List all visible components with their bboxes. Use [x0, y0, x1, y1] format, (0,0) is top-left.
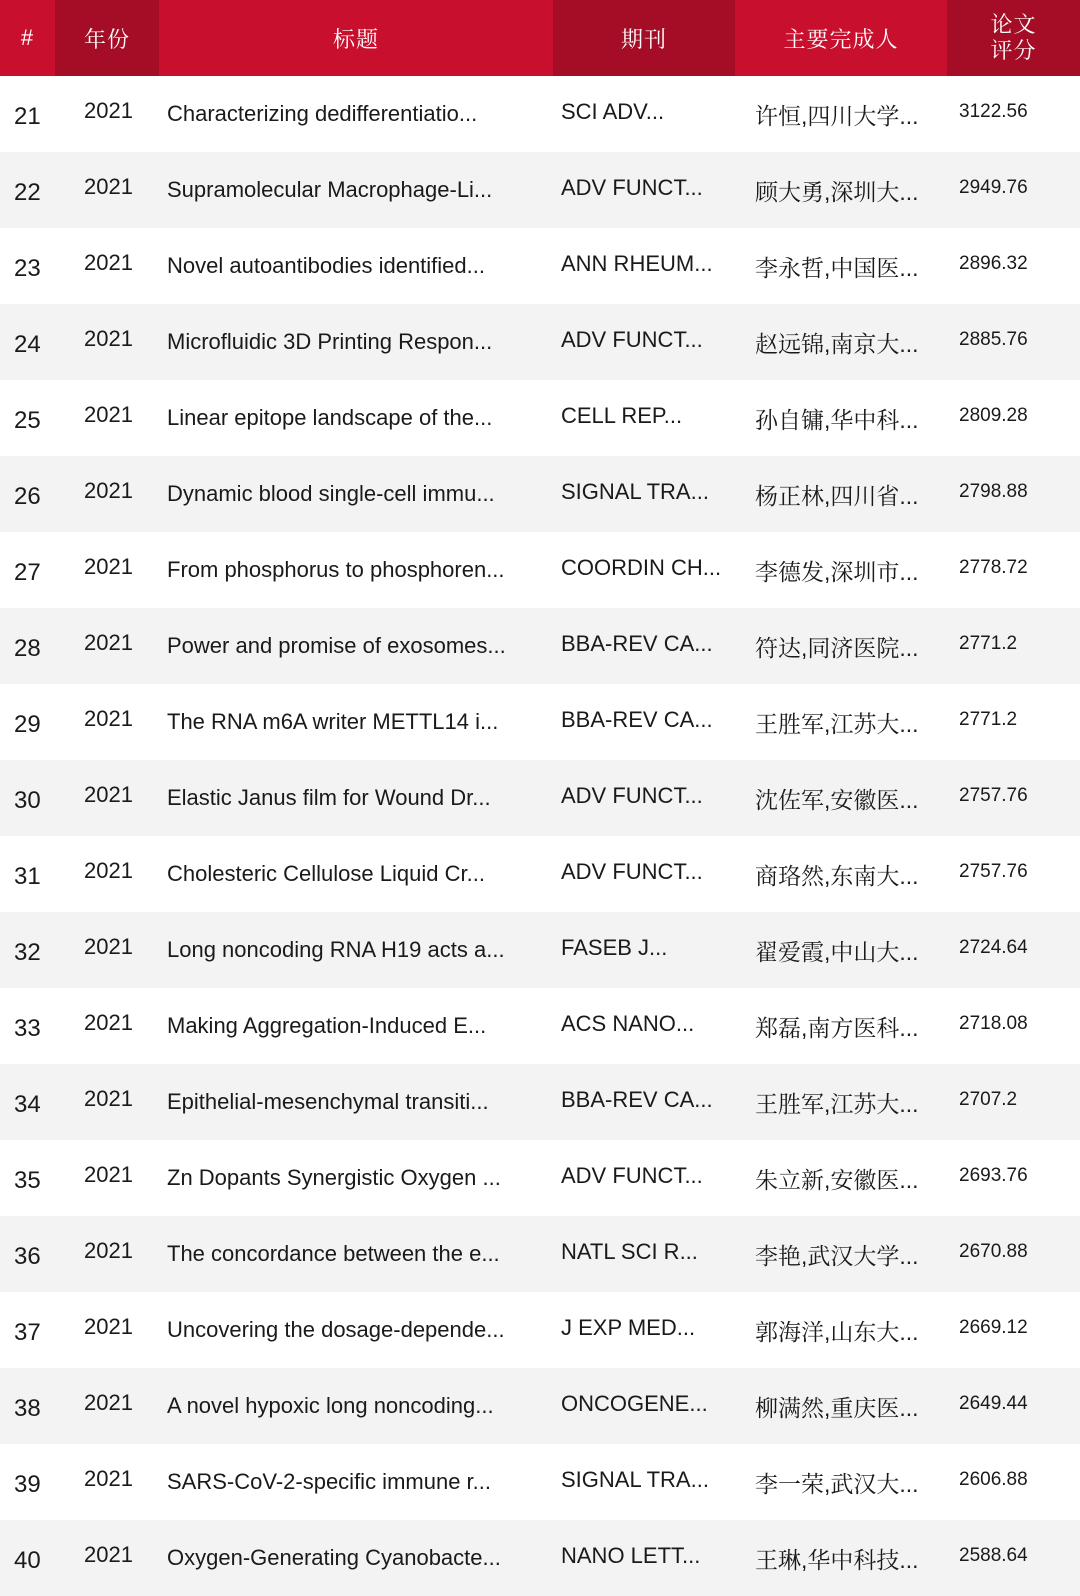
- row-score: 2771.2: [959, 633, 1018, 654]
- row-author: 李艳,武汉大学...: [755, 1242, 919, 1269]
- row-year: 2021: [84, 250, 133, 275]
- row-num: 27: [14, 559, 41, 586]
- row-score: 2809.28: [959, 405, 1028, 426]
- row-journal: ADV FUNCT...: [561, 1163, 703, 1188]
- row-year: 2021: [84, 1238, 133, 1263]
- row-author: 王胜军,江苏大...: [755, 1090, 919, 1117]
- table-row[interactable]: [0, 1064, 1080, 1140]
- row-score: 2718.08: [959, 1013, 1028, 1034]
- row-year: 2021: [84, 1162, 133, 1187]
- row-num: 33: [14, 1015, 41, 1042]
- row-journal: ONCOGENE...: [561, 1391, 708, 1416]
- row-num: 24: [14, 331, 41, 358]
- row-author: 孙自镛,华中科...: [755, 406, 919, 433]
- row-author: 朱立新,安徽医...: [755, 1166, 919, 1193]
- header-journal[interactable]: 期刊: [553, 0, 735, 76]
- row-title: Zn Dopants Synergistic Oxygen ...: [167, 1165, 501, 1190]
- row-journal: BBA-REV CA...: [561, 707, 713, 732]
- row-title: Uncovering the dosage-depende...: [167, 1317, 505, 1342]
- row-num: 28: [14, 635, 41, 662]
- row-year: 2021: [84, 706, 133, 731]
- row-num: 22: [14, 179, 41, 206]
- row-author: 翟爱霞,中山大...: [755, 938, 919, 965]
- table-row[interactable]: [0, 1444, 1080, 1520]
- row-num: 32: [14, 939, 41, 966]
- table-row[interactable]: [0, 988, 1080, 1064]
- row-year: 2021: [84, 326, 133, 351]
- row-year: 2021: [84, 782, 133, 807]
- table-row[interactable]: [0, 456, 1080, 532]
- row-num: 40: [14, 1547, 41, 1574]
- row-year: 2021: [84, 1390, 133, 1415]
- row-author: 杨正林,四川省...: [755, 482, 919, 509]
- row-year: 2021: [84, 1466, 133, 1491]
- row-year: 2021: [84, 1542, 133, 1567]
- row-journal: ADV FUNCT...: [561, 859, 703, 884]
- row-journal: ACS NANO...: [561, 1011, 695, 1036]
- row-journal: BBA-REV CA...: [561, 1087, 713, 1112]
- row-journal: SIGNAL TRA...: [561, 479, 709, 504]
- row-author: 王胜军,江苏大...: [755, 710, 919, 737]
- row-score: 2757.76: [959, 785, 1028, 806]
- row-score: 3122.56: [959, 101, 1028, 122]
- row-num: 35: [14, 1167, 41, 1194]
- row-title: Long noncoding RNA H19 acts a...: [167, 937, 505, 962]
- row-title: Cholesteric Cellulose Liquid Cr...: [167, 861, 485, 886]
- row-author: 柳满然,重庆医...: [755, 1394, 919, 1421]
- table-row[interactable]: [0, 1140, 1080, 1216]
- row-num: 37: [14, 1319, 41, 1346]
- row-journal: NATL SCI R...: [561, 1239, 698, 1264]
- row-author: 李德发,深圳市...: [755, 558, 919, 585]
- table-row[interactable]: [0, 76, 1080, 152]
- row-author: 赵远锦,南京大...: [755, 330, 919, 357]
- table-row[interactable]: [0, 1292, 1080, 1368]
- row-journal: ANN RHEUM...: [561, 251, 713, 276]
- header-score-line1: 论文: [990, 12, 1037, 37]
- row-num: 26: [14, 483, 41, 510]
- row-author: 商珞然,东南大...: [755, 862, 919, 889]
- row-title: Linear epitope landscape of the...: [167, 405, 493, 430]
- row-author: 郑磊,南方医科...: [755, 1014, 919, 1041]
- row-score: 2896.32: [959, 253, 1028, 274]
- row-score: 2606.88: [959, 1469, 1028, 1490]
- row-num: 25: [14, 407, 41, 434]
- row-journal: SIGNAL TRA...: [561, 1467, 709, 1492]
- row-score: 2670.88: [959, 1241, 1028, 1262]
- table-body: [0, 76, 1080, 1596]
- row-title: Elastic Janus film for Wound Dr...: [167, 785, 491, 810]
- row-score: 2693.76: [959, 1165, 1028, 1186]
- row-score: 2949.76: [959, 177, 1028, 198]
- row-author: 许恒,四川大学...: [755, 102, 919, 129]
- row-num: 29: [14, 711, 41, 738]
- row-score: 2885.76: [959, 329, 1028, 350]
- row-score: 2707.2: [959, 1089, 1018, 1110]
- table-row[interactable]: [0, 1520, 1080, 1596]
- header-score[interactable]: [947, 0, 1080, 76]
- row-num: 36: [14, 1243, 41, 1270]
- row-title: Characterizing dedifferentiatio...: [167, 101, 478, 126]
- row-score: 2778.72: [959, 557, 1028, 578]
- row-author: 沈佐军,安徽医...: [755, 786, 919, 813]
- row-journal: ADV FUNCT...: [561, 327, 703, 352]
- row-score: 2798.88: [959, 481, 1028, 502]
- row-title: From phosphorus to phosphoren...: [167, 557, 505, 582]
- row-score: 2724.64: [959, 937, 1028, 958]
- table-row[interactable]: [0, 1216, 1080, 1292]
- row-author: 符达,同济医院...: [755, 634, 919, 661]
- table-row[interactable]: [0, 228, 1080, 304]
- row-title: Novel autoantibodies identified...: [167, 253, 485, 278]
- row-title: Dynamic blood single-cell immu...: [167, 481, 495, 506]
- row-title: Power and promise of exosomes...: [167, 633, 506, 658]
- row-year: 2021: [84, 934, 133, 959]
- row-year: 2021: [84, 1086, 133, 1111]
- row-journal: SCI ADV...: [561, 99, 665, 124]
- row-num: 31: [14, 863, 41, 890]
- row-score: 2649.44: [959, 1393, 1028, 1414]
- table-row[interactable]: [0, 1368, 1080, 1444]
- header-title[interactable]: 标题: [332, 26, 379, 52]
- row-title: The RNA m6A writer METTL14 i...: [167, 709, 499, 734]
- header-num[interactable]: #: [20, 25, 35, 50]
- table-row[interactable]: [0, 608, 1080, 684]
- row-journal: CELL REP...: [561, 403, 683, 428]
- table-row[interactable]: [0, 836, 1080, 912]
- row-year: 2021: [84, 402, 133, 427]
- row-title: Microfluidic 3D Printing Respon...: [167, 329, 493, 354]
- row-author: 李永哲,中国医...: [755, 254, 919, 281]
- row-year: 2021: [84, 174, 133, 199]
- row-title: Supramolecular Macrophage-Li...: [167, 177, 493, 202]
- row-num: 39: [14, 1471, 41, 1498]
- table-row[interactable]: [0, 684, 1080, 760]
- row-score: 2669.12: [959, 1317, 1028, 1338]
- row-num: 30: [14, 787, 41, 814]
- row-year: 2021: [84, 554, 133, 579]
- row-num: 21: [14, 103, 41, 130]
- row-journal: ADV FUNCT...: [561, 783, 703, 808]
- header-score-line2: 评分: [990, 38, 1037, 63]
- row-title: Oxygen-Generating Cyanobacte...: [167, 1545, 501, 1570]
- row-year: 2021: [84, 630, 133, 655]
- row-title: SARS-CoV-2-specific immune r...: [167, 1469, 491, 1494]
- table-row[interactable]: [0, 912, 1080, 988]
- table-row[interactable]: [0, 532, 1080, 608]
- row-author: 顾大勇,深圳大...: [755, 178, 919, 205]
- table-row[interactable]: [0, 760, 1080, 836]
- row-title: A novel hypoxic long noncoding...: [167, 1393, 494, 1418]
- row-journal: ADV FUNCT...: [561, 175, 703, 200]
- table-row[interactable]: [0, 304, 1080, 380]
- row-score: 2588.64: [959, 1545, 1028, 1566]
- row-year: 2021: [84, 1010, 133, 1035]
- row-year: 2021: [84, 478, 133, 503]
- row-year: 2021: [84, 858, 133, 883]
- row-num: 23: [14, 255, 41, 282]
- table-row[interactable]: [0, 152, 1080, 228]
- row-num: 38: [14, 1395, 41, 1422]
- row-title: Epithelial-mesenchymal transiti...: [167, 1089, 489, 1114]
- header-year[interactable]: 年份: [55, 0, 159, 76]
- row-title: The concordance between the e...: [167, 1241, 500, 1266]
- row-author: 郭海洋,山东大...: [755, 1318, 919, 1345]
- row-journal: NANO LETT...: [561, 1543, 701, 1568]
- row-author: 李一荣,武汉大...: [755, 1470, 919, 1497]
- row-score: 2771.2: [959, 709, 1018, 730]
- row-score: 2757.76: [959, 861, 1028, 882]
- row-num: 34: [14, 1091, 41, 1118]
- row-author: 王琳,华中科技...: [755, 1546, 919, 1573]
- row-journal: BBA-REV CA...: [561, 631, 713, 656]
- header-author[interactable]: 主要完成人: [783, 26, 899, 52]
- row-journal: FASEB J...: [561, 935, 668, 960]
- row-year: 2021: [84, 1314, 133, 1339]
- row-year: 2021: [84, 98, 133, 123]
- table-row[interactable]: [0, 380, 1080, 456]
- table-header: [0, 0, 1080, 76]
- row-title: Making Aggregation-Induced E...: [167, 1013, 487, 1038]
- row-journal: COORDIN CH...: [561, 555, 722, 580]
- row-journal: J EXP MED...: [561, 1315, 696, 1340]
